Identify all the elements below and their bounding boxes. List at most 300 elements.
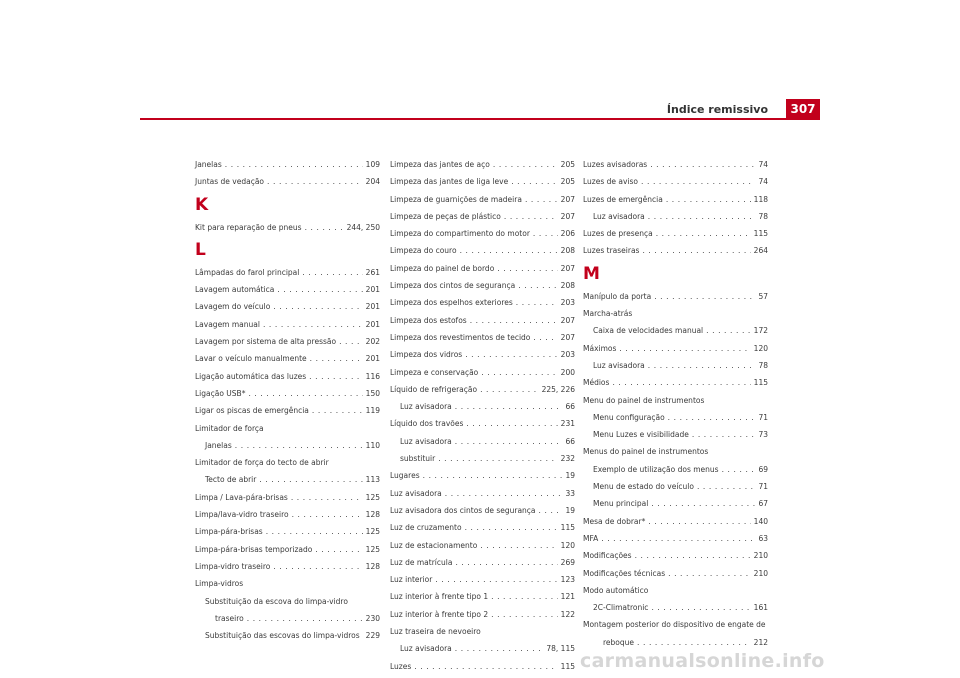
index-entry-label: Limitador de força [195,423,264,433]
dot-leader [668,409,756,426]
index-entry-page: 201 [365,354,380,364]
index-entry-page: 71 [758,412,768,422]
index-entry-label: Exemplo de utilização dos menus [593,464,719,474]
index-heading [583,582,768,599]
index-entry-label: 2C-Climatronic [593,603,649,613]
header-rule [140,118,820,120]
index-heading [195,420,380,437]
index-entry [195,506,380,523]
dot-leader [497,260,557,277]
index-entry-label: Luz avisadora dos cintos de segurança [390,505,536,515]
dot-leader [511,173,557,190]
index-entry [195,523,380,540]
index-entry [583,322,768,339]
dot-leader [445,485,563,502]
index-entry-page: 208 [560,281,575,291]
page-number-tab: 307 [786,99,820,119]
index-entry-label: Ligação USB* [195,388,246,398]
index-entry-page: 115 [753,229,768,239]
index-entry-label: Luz avisadora [400,644,452,654]
dot-leader [305,219,344,236]
dot-leader [292,506,363,523]
dot-leader [225,156,363,173]
index-entry [390,381,575,398]
index-entry-page: 125 [365,527,380,537]
dot-leader [480,537,557,554]
index-entry-page: 73 [758,430,768,440]
index-entry [390,588,575,605]
index-entry-page: 208 [560,246,575,256]
index-entry [583,565,768,582]
index-entry [195,316,380,333]
index-entry [390,191,575,208]
dot-leader [312,402,363,419]
index-entry-page: 202 [365,337,380,347]
index-entry-page: 78, 115 [546,644,575,654]
dot-leader [466,415,557,432]
index-entry-page: 201 [365,319,380,329]
index-entry-page: 123 [560,575,575,585]
index-entry-page: 204 [365,177,380,187]
index-entry-page: 232 [560,454,575,464]
index-entry [390,502,575,519]
index-entry-label: Luz avisadora [593,360,645,370]
index-entry [583,374,768,391]
index-entry [390,277,575,294]
dot-leader [654,288,755,305]
index-entry [390,346,575,363]
index-entry-label: Lavagem manual [195,319,260,329]
index-entry-page: 203 [560,350,575,360]
index-entry-label: Luzes traseiras [583,246,640,256]
index-entry-label: MFA [583,533,599,543]
index-entry-label: Marcha-atrás [583,309,633,319]
index-entry-label: Luzes de emergência [583,194,663,204]
index-entry-page: 109 [365,160,380,169]
index-entry-page: 115 [753,378,768,388]
index-entry-label: Limpeza dos cintos de segurança [390,281,516,291]
index-entry-label: Modificações [583,551,632,561]
dot-leader [635,547,751,564]
index-entry [583,513,768,530]
index-entry-label: Manípulo da porta [583,291,652,301]
dot-leader [247,610,363,627]
index-entry [195,627,380,644]
dot-leader [339,333,363,350]
index-column-3 [583,156,768,651]
index-entry [583,357,768,374]
index-entry-label: Luz avisadora [390,488,442,498]
index-entry [583,242,768,259]
index-heading [583,616,768,633]
dot-leader [642,242,750,259]
index-entry-label: Máximos [583,343,617,353]
index-entry [195,281,380,298]
index-entry-page: 161 [753,603,768,613]
index-entry-page: 128 [365,510,380,520]
index-entry-page: 116 [365,371,380,381]
index-entry-page: 172 [753,326,768,336]
dot-leader [650,156,755,173]
index-entry-label: Kit para reparação de pneus [195,222,302,232]
index-entry-page: 19 [565,505,575,515]
dot-leader [539,502,563,519]
index-entry-label: Líquido de refrigeração [390,384,478,394]
index-entry-label: Substituição das escovas do limpa-vidros [205,631,360,641]
index-entry-label: Mesa de dobrar* [583,516,646,526]
index-entry [583,156,768,173]
index-entry [195,489,380,506]
index-entry-label: Luzes avisadoras [583,160,648,169]
dot-leader [491,606,558,623]
index-entry-page: 210 [753,568,768,578]
index-entry-label: Luz interior à frente tipo 2 [390,609,489,619]
index-entry-label: Limpeza de guarnições de madeira [390,194,522,204]
index-entry-label: Limpa-vidros [195,579,244,589]
index-entry-label: Luzes de presença [583,229,653,239]
index-entry-label: Limpeza dos espelhos exteriores [390,298,513,308]
index-entry [195,385,380,402]
index-entry-label: Limpeza de peças de plástico [390,211,501,221]
index-entry-label: Médios [583,378,610,388]
index-entry-page: 121 [560,592,575,602]
index-entry [583,426,768,443]
index-entry-label: Juntas de vedação [195,177,265,187]
index-entry-page: 203 [560,298,575,308]
index-entry-page: 207 [560,194,575,204]
index-entry [583,461,768,478]
dot-leader [481,364,557,381]
index-entry-label: Ligação automática das luzes [195,371,307,381]
dot-leader [533,329,557,346]
dot-leader [263,316,363,333]
index-entry-label: Menu configuração [593,412,665,422]
index-entry-label: Líquido dos travões [390,419,464,429]
index-entry [583,478,768,495]
index-entry-label: Limpeza do couro [390,246,457,256]
dot-leader [277,281,362,298]
index-entry-page: 33 [565,488,575,498]
index-entry [583,340,768,357]
index-entry-label: Limpeza do compartimento do motor [390,229,530,239]
index-letter-heading: M [583,263,600,284]
dot-leader [504,208,558,225]
dot-leader [697,478,756,495]
index-entry-page: 128 [365,561,380,571]
dot-leader [656,225,751,242]
index-entry-label: Menu do painel de instrumentos [583,395,705,405]
dot-leader [248,385,362,402]
dot-leader [651,599,750,616]
watermark-logo: carmanualsonline.info [580,650,825,672]
index-entry [195,558,380,575]
index-entry-label: Limpeza dos revestimentos de tecido [390,332,531,342]
index-entry [390,554,575,571]
index-entry-page: 78 [758,360,768,370]
index-entry-label: Luz traseira de nevoeiro [390,627,481,637]
dot-leader [518,277,557,294]
index-entry [583,208,768,225]
dot-leader [648,357,756,374]
index-entry-page: 212 [753,637,768,647]
index-entry-label: substituir [400,454,436,464]
index-entry-page: 120 [753,343,768,353]
index-entry-page: 115 [560,661,575,671]
dot-leader [516,294,558,311]
dot-leader [493,156,558,173]
dot-leader [235,437,363,454]
index-entry-label: Modificações técnicas [583,568,666,578]
dot-leader [465,519,558,536]
index-entry [195,368,380,385]
index-entry [390,208,575,225]
dot-leader [273,558,362,575]
index-entry [390,364,575,381]
index-entry-page: 19 [565,471,575,481]
index-entry [390,415,575,432]
index-entry [583,191,768,208]
index-heading [583,443,768,460]
index-entry-label: Limpa-pára-brisas temporizado [195,544,313,554]
index-entry-label: Limpeza do painel de bordo [390,263,495,273]
index-entry [583,173,768,190]
index-entry-label: Luz interior à frente tipo 1 [390,592,489,602]
index-entry-page: 230 [365,613,380,623]
index-letter-heading: L [195,239,206,260]
index-entry [390,312,575,329]
index-entry-label: Menu Luzes e visibilidade [593,430,689,440]
dot-leader [722,461,756,478]
dot-leader [601,530,755,547]
dot-leader [651,495,755,512]
index-entry-page: 71 [758,482,768,492]
dot-leader [309,368,363,385]
dot-leader [692,426,756,443]
index-entry-label: Montagem posterior do dispositivo de engate de [583,620,766,630]
index-entry [583,409,768,426]
index-entry-page: 231 [560,419,575,429]
index-entry-label: Lâmpadas do farol principal [195,267,300,277]
dot-leader [668,565,751,582]
index-entry [195,298,380,315]
index-entry-page: 210 [753,551,768,561]
index-entry-page: 261 [365,267,380,277]
index-entry [390,433,575,450]
index-entry-page: 119 [365,406,380,416]
index-entry-page: 67 [758,499,768,509]
index-heading [195,454,380,471]
index-entry-label: Limpeza e conservação [390,367,479,377]
index-entry-page: 205 [560,160,575,169]
dot-leader [641,173,755,190]
index-entry-label: Limpeza das jantes de aço [390,160,490,169]
index-entry-page: 122 [560,609,575,619]
index-entry [390,485,575,502]
index-entry [390,467,575,484]
index-entry-page: 140 [753,516,768,526]
index-entry-label: Menus do painel de instrumentos [583,447,709,457]
index-entry [390,571,575,588]
index-entry-page: 207 [560,332,575,342]
index-entry [583,495,768,512]
index-entry [195,437,380,454]
dot-leader [455,398,563,415]
index-entry [195,219,380,236]
dot-leader [455,433,563,450]
index-entry-page: 201 [365,285,380,295]
index-letter-heading: K [195,194,209,215]
index-entry [390,294,575,311]
index-entry-label: Limitador de força do tecto de abrir [195,458,329,468]
dot-leader [315,541,362,558]
index-entry-page: 206 [560,229,575,239]
index-entry [390,537,575,554]
index-entry-page: 74 [758,177,768,187]
dot-leader [273,298,362,315]
index-heading [583,305,768,322]
index-entry-label: Luz interior [390,575,433,585]
index-entry-label: Janelas [195,160,222,169]
index-entry [390,640,575,657]
index-entry [390,329,575,346]
index-entry [583,547,768,564]
index-entry [195,471,380,488]
index-entry [583,225,768,242]
index-entry-page: 125 [365,544,380,554]
index-entry-label: Limpeza dos vidros [390,350,463,360]
index-entry-label: Limpeza das jantes de liga leve [390,177,509,187]
dot-leader [302,264,362,281]
index-entry-label: Lavagem por sistema de alta pressão [195,337,337,347]
index-entry [583,634,768,651]
index-entry [390,658,575,675]
dot-leader [455,640,544,657]
index-entry [390,398,575,415]
index-entry [583,530,768,547]
index-entry [195,173,380,190]
index-entry-label: Ligar os piscas de emergência [195,406,309,416]
index-entry-page: 110 [365,440,380,450]
dot-leader [259,471,362,488]
index-entry-label: Luzes [390,661,412,671]
dot-leader [291,489,363,506]
index-heading [195,575,380,592]
index-entry-label: Luz de matrícula [390,557,453,567]
dot-leader [533,225,558,242]
dot-leader [612,374,750,391]
index-entry-label: Luz avisadora [400,402,452,412]
index-entry [390,519,575,536]
index-entry-label: Luz avisadora [593,211,645,221]
index-entry [583,599,768,616]
index-entry [195,264,380,281]
dot-leader [648,513,750,530]
index-entry [390,173,575,190]
index-entry-page: 66 [565,436,575,446]
index-entry-page: 205 [560,177,575,187]
index-entry-page: 115 [560,523,575,533]
index-entry [195,156,380,173]
dot-leader [438,450,557,467]
index-entry [583,288,768,305]
index-entry [390,260,575,277]
dot-leader [266,523,363,540]
index-entry [390,156,575,173]
index-entry-page: 200 [560,367,575,377]
index-entry-page: 69 [758,464,768,474]
index-entry-label: Substituição da escova do limpa-vidro [205,596,348,606]
index-entry-label: Luz de cruzamento [390,523,462,533]
index-heading [390,623,575,640]
index-entry-label: Limpa/lava-vidro traseiro [195,510,289,520]
index-entry-page: 207 [560,211,575,221]
index-entry [195,610,380,627]
index-entry-page: 118 [753,194,768,204]
index-entry-label: Limpa / Lava-pára-brisas [195,492,288,502]
index-entry-page: 150 [365,388,380,398]
index-entry-page: 57 [758,291,768,301]
dot-leader [666,191,751,208]
index-entry [390,242,575,259]
index-entry-label: Luzes de aviso [583,177,639,187]
dot-leader [637,634,751,651]
index-entry-page: 201 [365,302,380,312]
dot-leader [310,350,363,367]
index-entry-page: 244, 250 [346,222,380,232]
index-entry [390,606,575,623]
index-entry-label: Modo automático [583,585,649,595]
index-heading [195,593,380,610]
dot-leader [460,242,558,259]
dot-leader [491,588,558,605]
dot-leader [619,340,750,357]
index-entry-label: Luz de estacionamento [390,540,478,550]
index-entry-label: Limpa-vidro traseiro [195,561,271,571]
index-entry [390,225,575,242]
index-entry-page: 125 [365,492,380,502]
index-entry-label: reboque [603,637,635,647]
index-entry-page: 74 [758,160,768,169]
dot-leader [435,571,557,588]
dot-leader [470,312,558,329]
index-entry-label: Menu de estado do veículo [593,482,694,492]
dot-leader [480,381,539,398]
index-entry-page: 264 [753,246,768,256]
dot-leader [706,322,751,339]
index-entry-label: traseiro [215,613,244,623]
index-entry-label: Limpeza dos estofos [390,315,467,325]
index-entry-page: 225, 226 [541,384,575,394]
index-entry [195,350,380,367]
index-entry [195,541,380,558]
dot-leader [525,191,558,208]
index-entry [195,402,380,419]
index-entry-page: 207 [560,315,575,325]
dot-leader [465,346,557,363]
index-entry [390,450,575,467]
dot-leader [455,554,557,571]
dot-leader [423,467,563,484]
index-heading [583,392,768,409]
index-entry-page: 269 [560,557,575,567]
index-entry-label: Lugares [390,471,420,481]
index-entry [195,333,380,350]
dot-leader [414,658,557,675]
page-header-title: Índice remissivo [666,103,768,116]
index-entry-label: Limpa-pára-brisas [195,527,263,537]
index-entry-label: Caixa de velocidades manual [593,326,704,336]
index-entry-page: 207 [560,263,575,273]
